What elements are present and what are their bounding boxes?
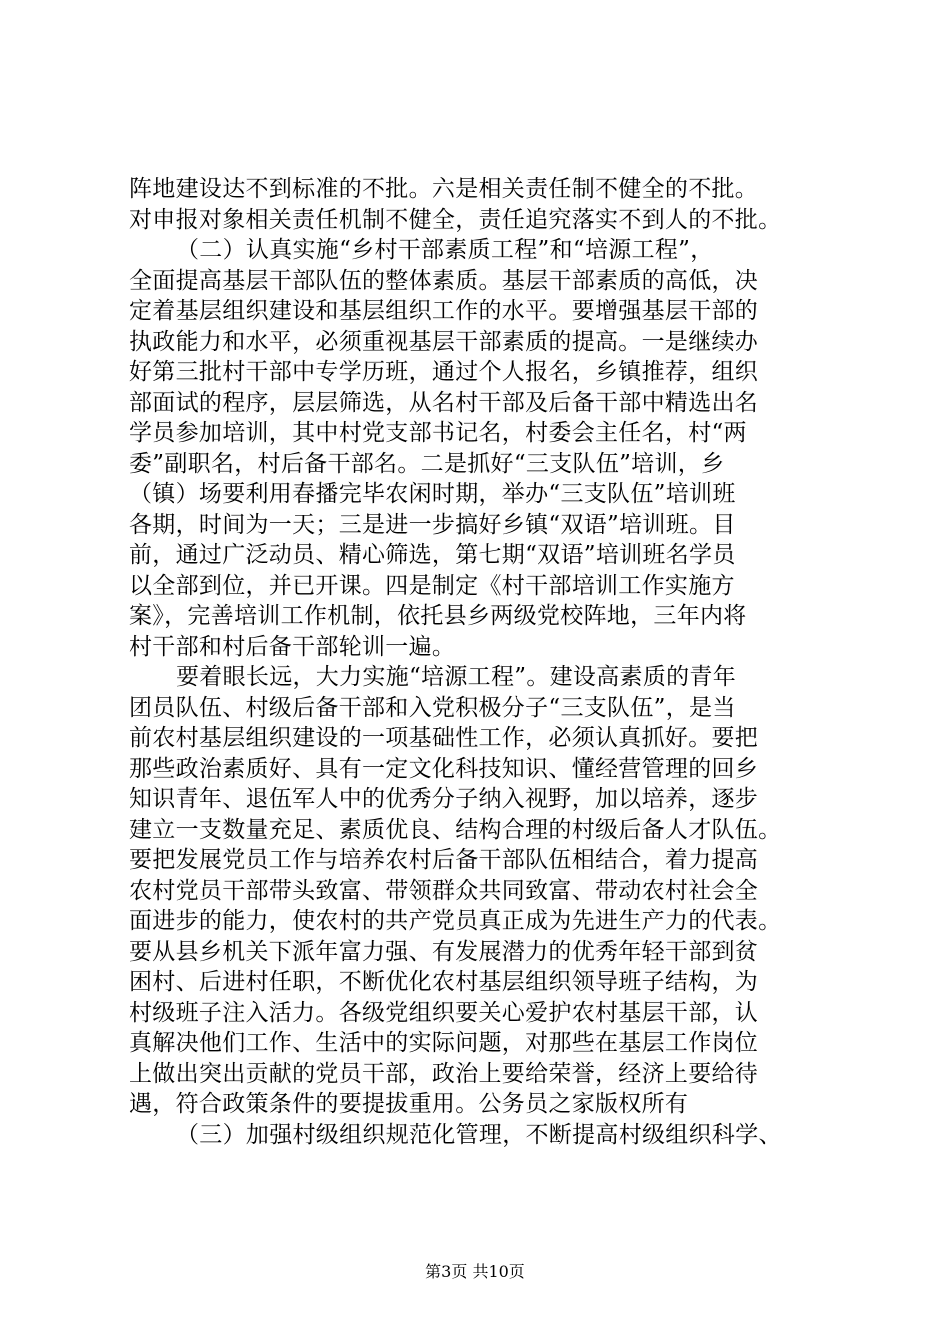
text-line: 困村、后进村任职，不断优化农村基层组织领导班子结构，为	[129, 969, 759, 995]
text-line: 案》，完善培训工作机制，依托县乡两级党校阵地，三年内将	[129, 603, 747, 629]
page-footer	[0, 1262, 950, 1282]
text-line: 上做出突出贡献的党员干部，政治上要给荣誉，经济上要给待	[129, 1060, 759, 1087]
paragraph-section-two	[129, 235, 829, 1150]
text-line: 各期，时间为一天；三是进一步搞好乡镇“双语”培训班。目	[129, 511, 736, 538]
text-line: 好第三批村干部中专学历班，通过个人报名，乡镇推荐，组织	[129, 359, 759, 385]
text-line: （三）加强村级组织规范化管理，不断提高村级组织科学、	[176, 1121, 782, 1148]
text-line: 执政能力和水平，必须重视基层干部素质的提高。一是继续办	[129, 328, 759, 355]
text-line: 阵地建设达不到标准的不批。六是相关责任制不健全的不批。	[129, 176, 759, 202]
text-line: 村干部和村后备干部轮训一遍。	[129, 633, 456, 660]
text-line: 要把发展党员工作与培养农村后备干部队伍相结合，着力提高	[129, 847, 759, 873]
text-line: 要着眼长远，大力实施“培源工程”。建设高素质的青年	[176, 664, 737, 690]
text-line: 全面提高基层干部队伍的整体素质。基层干部素质的高低，决	[129, 267, 759, 294]
text-line: （二）认真实施“乡村干部素质工程”和“培源工程”，	[176, 237, 714, 263]
text-line: 以全部到位，并已开课。四是制定《村干部培训工作实施方	[129, 572, 735, 599]
text-line: 学员参加培训，其中村党支部书记名，村委会主任名，村“两	[129, 420, 747, 446]
text-line: 要从县乡机关下派年富力强、有发展潜力的优秀年轻干部到贫	[129, 938, 759, 965]
text-line: 那些政治素质好、具有一定文化科技知识、懂经营管理的回乡	[129, 755, 759, 782]
text-line: 农村党员干部带头致富、带领群众共同致富、带动农村社会全	[129, 877, 759, 904]
text-line: （镇）场要利用春播完毕农闲时期，举办“三支队伍”培训班	[129, 481, 736, 507]
text-line: 建立一支数量充足、素质优良、结构合理的村级后备人才队伍。	[129, 816, 782, 843]
text-line: 前农村基层组织建设的一项基础性工作，必须认真抓好。要把	[129, 725, 759, 751]
text-line: 团员队伍、村级后备干部和入党积极分子“三支队伍”，是当	[129, 694, 736, 721]
text-line: 遇，符合政策条件的要提拔重用。公务员之家版权所有	[129, 1091, 689, 1117]
text-line: 真解决他们工作、生活中的实际问题，对那些在基层工作岗位	[129, 1030, 759, 1056]
paragraph-continuation	[129, 174, 829, 235]
text-line: 部面试的程序，层层筛选，从名村干部及后备干部中精选出名	[129, 389, 759, 416]
text-line: 知识青年、退伍军人中的优秀分子纳入视野，加以培养，逐步	[129, 786, 759, 812]
text-line: 对申报对象相关责任机制不健全，责任追究落实不到人的不批。	[129, 206, 782, 233]
text-line: 前，通过广泛动员、精心筛选，第七期“双语”培训班名学员	[129, 542, 736, 568]
text-line: 村级班子注入活力。各级党组织要关心爱护农村基层干部，认	[129, 999, 759, 1026]
text-line: 定着基层组织建设和基层组织工作的水平。要增强基层干部的	[129, 298, 759, 324]
page-number-label: 第3页 共10页	[425, 1262, 525, 1281]
text-line: 委”副职名，村后备干部名。二是抓好“三支队伍”培训，乡	[129, 450, 725, 477]
text-line: 面进步的能力，使农村的共产党员真正成为先进生产力的代表。	[129, 908, 782, 934]
